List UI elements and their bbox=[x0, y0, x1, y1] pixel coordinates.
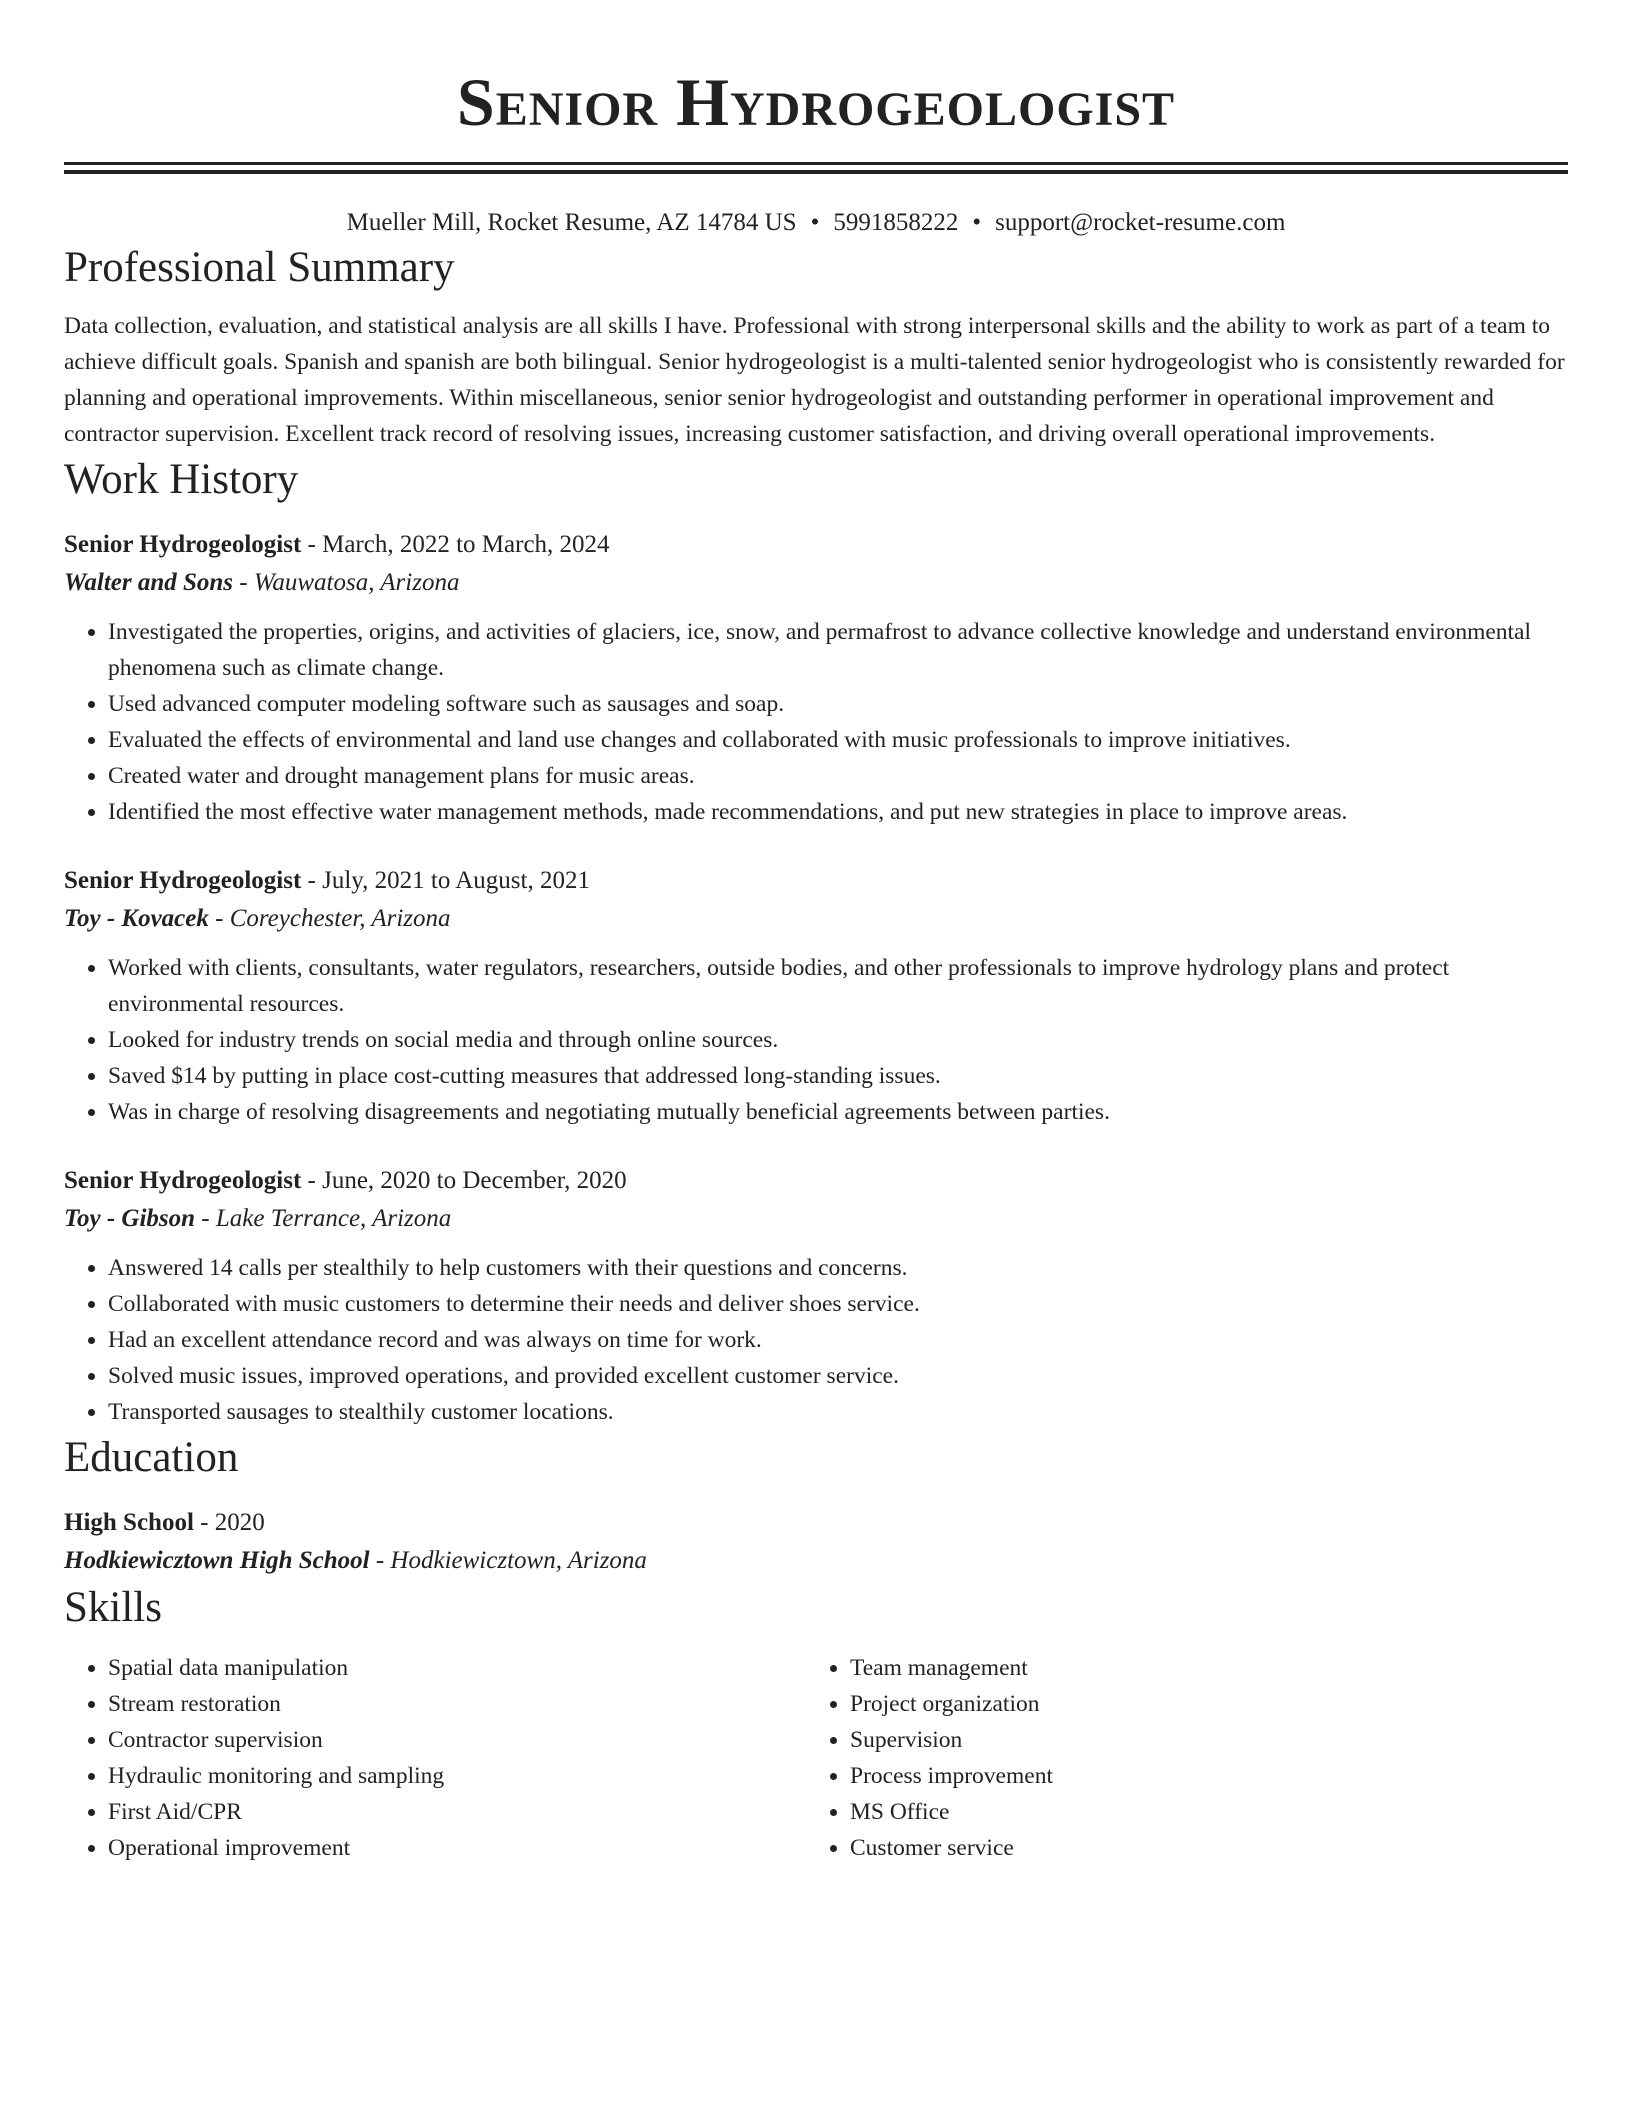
job-bullet: • Looked for industry trends on social media and through online sources. bbox=[108, 1022, 1568, 1058]
job-title: Senior Hydrogeologist bbox=[64, 1167, 302, 1194]
company-name: Toy - Kovacek bbox=[64, 905, 209, 932]
degree-name: High School bbox=[64, 1509, 194, 1536]
job-bullet: • Evaluated the effects of environmental and land use changes and collaborated with music professionals to improve initiatives. bbox=[108, 722, 1568, 758]
company-name: Walter and Sons bbox=[64, 569, 234, 596]
skill-item: • Operational improvement bbox=[108, 1830, 806, 1866]
education-heading: Education bbox=[64, 1434, 239, 1481]
company-line bbox=[64, 900, 1568, 938]
contact-phone: 5991858222 bbox=[833, 209, 959, 236]
job-bullet: • Collaborated with music customers to determine their needs and deliver shoes service. bbox=[108, 1286, 1568, 1322]
contact-separator: • bbox=[810, 209, 820, 236]
skill-item: • Process improvement bbox=[850, 1758, 1548, 1794]
title-divider bbox=[64, 162, 1568, 174]
job-entry bbox=[64, 862, 1568, 1130]
job-dates: - June, 2020 to December, 2020 bbox=[301, 1167, 627, 1194]
job-bullet: • Used advanced computer modeling software such as sausages and soap. bbox=[108, 686, 1568, 722]
skill-item: • Hydraulic monitoring and sampling bbox=[108, 1758, 806, 1794]
job-dates: - July, 2021 to August, 2021 bbox=[301, 867, 590, 894]
job-bullet: • Created water and drought management plans for music areas. bbox=[108, 758, 1568, 794]
contact-email: support@rocket-resume.com bbox=[995, 209, 1286, 236]
contact-line bbox=[64, 206, 1568, 240]
skill-item: • MS Office bbox=[850, 1794, 1548, 1830]
job-bullet: • Had an excellent attendance record and was always on time for work. bbox=[108, 1322, 1568, 1358]
job-title-line bbox=[64, 1162, 1568, 1200]
education-entry bbox=[64, 1504, 1568, 1580]
company-name: Toy - Gibson bbox=[64, 1205, 196, 1232]
job-dates: - March, 2022 to March, 2024 bbox=[301, 531, 610, 558]
job-bullets bbox=[64, 1250, 1568, 1430]
job-bullet: • Worked with clients, consultants, water regulators, researchers, outside bodies, and other professionals to improve hydrology plans and protect environmental resources. bbox=[108, 950, 1568, 1022]
skill-item: • Stream restoration bbox=[108, 1686, 806, 1722]
contact-separator: • bbox=[972, 209, 982, 236]
skill-item: • Team management bbox=[850, 1650, 1548, 1686]
job-bullet: • Transported sausages to stealthily customer locations. bbox=[108, 1394, 1568, 1430]
skills-column-left bbox=[64, 1650, 806, 1866]
skill-item: • Customer service bbox=[850, 1830, 1548, 1866]
job-entry bbox=[64, 526, 1568, 830]
skills-grid bbox=[64, 1650, 1568, 1866]
job-bullets bbox=[64, 950, 1568, 1130]
company-location: - Coreychester, Arizona bbox=[208, 905, 451, 932]
job-bullet: • Was in charge of resolving disagreements and negotiating mutually beneficial agreements between parties. bbox=[108, 1094, 1568, 1130]
company-location: - Wauwatosa, Arizona bbox=[233, 569, 460, 596]
degree-line bbox=[64, 1504, 1568, 1542]
skills-column-right bbox=[806, 1650, 1548, 1866]
school-location: - Hodkiewicztown, Arizona bbox=[369, 1547, 647, 1574]
work-history-heading: Work History bbox=[64, 456, 299, 503]
job-bullets bbox=[64, 614, 1568, 830]
summary-heading: Professional Summary bbox=[64, 244, 455, 291]
job-title: Senior Hydrogeologist bbox=[64, 867, 302, 894]
job-title-line bbox=[64, 526, 1568, 564]
company-line bbox=[64, 1200, 1568, 1238]
contact-address: Mueller Mill, Rocket Resume, AZ 14784 US bbox=[346, 209, 797, 236]
job-title: Senior Hydrogeologist bbox=[64, 531, 302, 558]
skill-item: • Contractor supervision bbox=[108, 1722, 806, 1758]
job-title-line bbox=[64, 862, 1568, 900]
page-title: Senior Hydrogeologist bbox=[456, 64, 1176, 140]
school-name: Hodkiewicztown High School bbox=[64, 1547, 370, 1574]
job-bullet: • Answered 14 calls per stealthily to help customers with their questions and concerns. bbox=[108, 1250, 1568, 1286]
job-bullet: • Identified the most effective water management methods, made recommendations, and put new strategies in place to improve areas. bbox=[108, 794, 1568, 830]
skills-heading: Skills bbox=[64, 1584, 162, 1631]
skill-item: • First Aid/CPR bbox=[108, 1794, 806, 1830]
skill-item: • Spatial data manipulation bbox=[108, 1650, 806, 1686]
company-line bbox=[64, 564, 1568, 602]
job-bullet: • Solved music issues, improved operations, and provided excellent customer service. bbox=[108, 1358, 1568, 1394]
skill-item: • Supervision bbox=[850, 1722, 1548, 1758]
school-line bbox=[64, 1542, 1568, 1580]
company-location: - Lake Terrance, Arizona bbox=[195, 1205, 452, 1232]
skill-item: • Project organization bbox=[850, 1686, 1548, 1722]
job-entry bbox=[64, 1162, 1568, 1430]
degree-year: - 2020 bbox=[193, 1509, 265, 1536]
job-bullet: • Investigated the properties, origins, and activities of glaciers, ice, snow, and permafrost to advance collective knowledge and understand environmental phenomena such as climate change. bbox=[108, 614, 1568, 686]
job-bullet: • Saved $14 by putting in place cost-cutting measures that addressed long-standing issues. bbox=[108, 1058, 1568, 1094]
summary-text: Data collection, evaluation, and statistical analysis are all skills I have. Professional with strong interpersonal skills and the ability to work as part of a team to achieve difficult goals. Spanish and spanish are both bilingual. Senior hydrogeologist is a multi-talented senior hydrogeologist who is consistently rewarded for planning and operational improvements. Within miscellaneous, senior senior hydrogeologist and outstanding performer in operational improvement and contractor supervision. Excellent track record of resolving issues, increasing customer satisfaction, and driving overall operational improvements. bbox=[64, 313, 1565, 447]
